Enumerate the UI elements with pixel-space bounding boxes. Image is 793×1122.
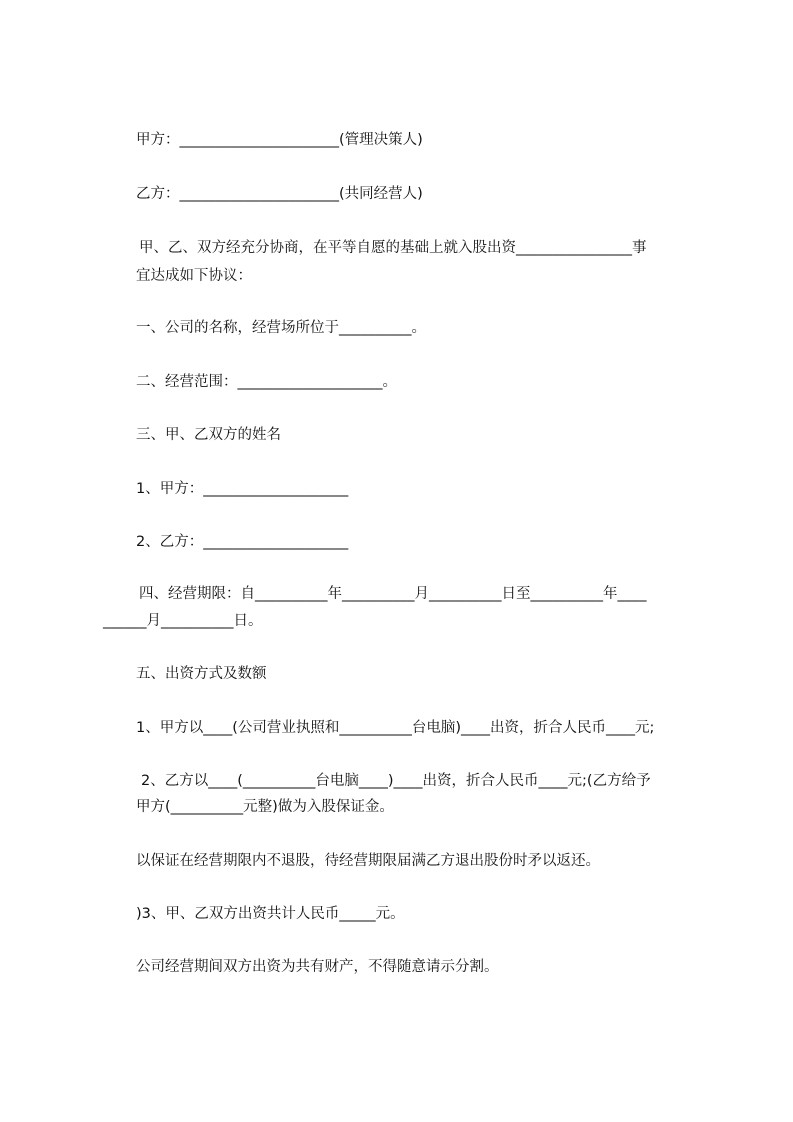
clause-5-1-line: 1、甲方以____(公司营业执照和__________台电脑)____出资，折合人民币____元; [136, 720, 655, 736]
clause-5-2-line-2: 甲方(__________元整)做为入股保证金。 [136, 799, 394, 815]
clause-5-2-line-3: 以保证在经营期限内不退股，待经营期限届满乙方退出股份时矛以返还。 [136, 853, 600, 869]
clause-5-3-line: )3、甲、乙双方出资共计人民币_____元。 [136, 906, 405, 922]
clause-3-1-line: 1、甲方：____________________ [136, 481, 349, 497]
clause-5-4-line: 公司经营期间双方出资为共有财产，不得随意请示分割。 [136, 959, 499, 975]
party-b-line: 乙方：______________________(共同经营人) [136, 186, 423, 202]
clause-5-2-line-1: 2、乙方以____(__________台电脑____)____出资，折合人民币____元;(乙方给予 [141, 773, 651, 789]
intro-line-2: 宜达成如下协议： [136, 268, 252, 284]
intro-line-1: 甲、乙、双方经充分协商，在平等自愿的基础上就入股出资________________事 [139, 240, 647, 256]
clause-1-line: 一、公司的名称，经营场所位于__________。 [136, 320, 426, 336]
clause-5-heading: 五、出资方式及数额 [136, 666, 267, 682]
clause-4-line-2: ______月__________日。 [103, 613, 263, 629]
clause-3-heading: 三、甲、乙双方的姓名 [136, 427, 281, 443]
clause-4-line-1: 四、经营期限：自__________年__________月__________日至__________年____ [139, 586, 647, 602]
clause-2-line: 二、经营范围：____________________。 [136, 374, 397, 390]
party-a-line: 甲方：______________________(管理决策人) [136, 132, 423, 148]
clause-3-2-line: 2、乙方：____________________ [136, 534, 349, 550]
